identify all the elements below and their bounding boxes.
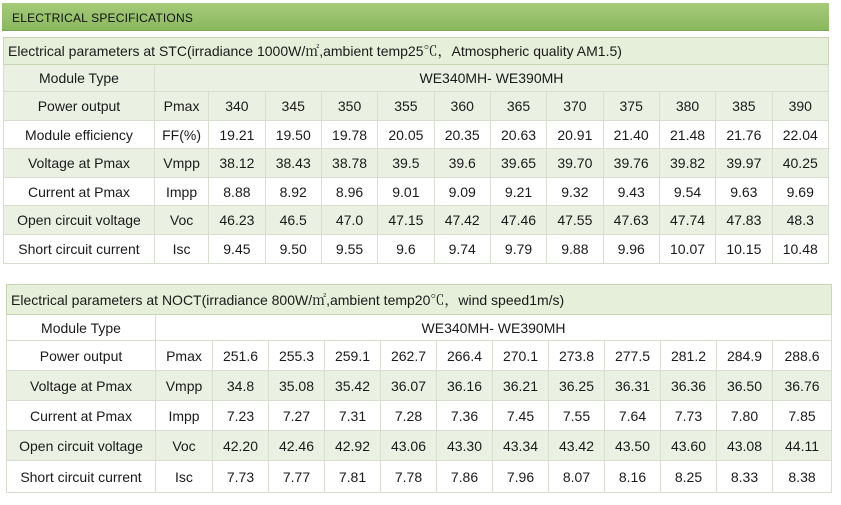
module-type-value: WE340MH- WE390MH — [156, 315, 832, 341]
value-cell: 46.5 — [265, 206, 321, 235]
parameter-symbol: Isc — [156, 461, 213, 493]
value-cell: 36.16 — [437, 371, 493, 401]
value-cell: 39.5 — [378, 149, 434, 178]
value-cell: 10.48 — [772, 235, 828, 264]
value-cell: 7.77 — [269, 461, 325, 493]
value-cell: 7.85 — [773, 401, 832, 431]
value-cell: 47.55 — [547, 206, 603, 235]
value-cell: 38.12 — [209, 149, 265, 178]
value-cell: 7.31 — [325, 401, 381, 431]
value-cell: 8.07 — [549, 461, 605, 493]
value-cell: 9.74 — [434, 235, 490, 264]
parameter-symbol: Vmpp — [156, 371, 213, 401]
table-row — [4, 178, 829, 206]
parameter-name: Short circuit current — [4, 235, 155, 264]
table-row — [7, 341, 832, 371]
parameter-name: Open circuit voltage — [4, 206, 155, 235]
value-cell: 39.82 — [659, 149, 715, 178]
value-cell: 8.38 — [773, 461, 832, 493]
value-cell: 47.0 — [321, 206, 377, 235]
value-cell: 39.70 — [547, 149, 603, 178]
table-title: Electrical parameters at STC(irradiance 1000W/㎡,ambient temp25℃，Atmospheric quality AM1.5) — [4, 38, 829, 65]
value-cell: 46.23 — [209, 206, 265, 235]
value-cell: 42.20 — [213, 431, 269, 461]
table-title: Electrical parameters at NOCT(irradiance 800W/㎡,ambient temp20℃，wind speed1m/s) — [7, 285, 832, 315]
value-cell: 36.36 — [661, 371, 717, 401]
value-cell: 36.76 — [773, 371, 832, 401]
parameter-name: Current at Pmax — [4, 178, 155, 206]
parameter-symbol: FF(%) — [154, 121, 208, 149]
module-type-label: Module Type — [7, 315, 156, 341]
module-type-label: Module Type — [4, 65, 155, 92]
value-cell: 370 — [547, 92, 603, 121]
value-cell: 385 — [716, 92, 772, 121]
value-cell: 35.08 — [269, 371, 325, 401]
value-cell: 8.92 — [265, 178, 321, 206]
value-cell: 39.97 — [716, 149, 772, 178]
value-cell: 47.15 — [378, 206, 434, 235]
value-cell: 355 — [378, 92, 434, 121]
value-cell: 266.4 — [437, 341, 493, 371]
value-cell: 38.78 — [321, 149, 377, 178]
value-cell: 7.80 — [717, 401, 773, 431]
value-cell: 20.91 — [547, 121, 603, 149]
parameter-name: Current at Pmax — [7, 401, 156, 431]
parameter-symbol: Vmpp — [154, 149, 208, 178]
value-cell: 288.6 — [773, 341, 832, 371]
value-cell: 7.28 — [381, 401, 437, 431]
value-cell: 47.74 — [659, 206, 715, 235]
table-row — [4, 149, 829, 178]
value-cell: 255.3 — [269, 341, 325, 371]
value-cell: 262.7 — [381, 341, 437, 371]
value-cell: 9.55 — [321, 235, 377, 264]
value-cell: 9.54 — [659, 178, 715, 206]
value-cell: 21.48 — [659, 121, 715, 149]
table-row — [7, 431, 832, 461]
parameter-name: Voltage at Pmax — [4, 149, 155, 178]
stc-table — [3, 37, 829, 264]
value-cell: 44.11 — [773, 431, 832, 461]
parameter-symbol: Voc — [156, 431, 213, 461]
value-cell: 365 — [490, 92, 546, 121]
value-cell: 47.83 — [716, 206, 772, 235]
value-cell: 19.78 — [321, 121, 377, 149]
parameter-symbol: Isc — [154, 235, 208, 264]
parameter-name: Power output — [7, 341, 156, 371]
parameter-name: Power output — [4, 92, 155, 121]
value-cell: 40.25 — [772, 149, 828, 178]
value-cell: 39.6 — [434, 149, 490, 178]
value-cell: 9.01 — [378, 178, 434, 206]
value-cell: 9.45 — [209, 235, 265, 264]
value-cell: 47.42 — [434, 206, 490, 235]
value-cell: 7.96 — [493, 461, 549, 493]
table-row — [4, 121, 829, 149]
value-cell: 7.23 — [213, 401, 269, 431]
value-cell: 340 — [209, 92, 265, 121]
value-cell: 36.25 — [549, 371, 605, 401]
value-cell: 36.21 — [493, 371, 549, 401]
parameter-name: Short circuit current — [7, 461, 156, 493]
value-cell: 345 — [265, 92, 321, 121]
value-cell: 8.96 — [321, 178, 377, 206]
value-cell: 43.08 — [717, 431, 773, 461]
parameter-symbol: Impp — [154, 178, 208, 206]
value-cell: 7.73 — [213, 461, 269, 493]
value-cell: 380 — [659, 92, 715, 121]
module-type-row — [7, 315, 832, 341]
value-cell: 42.92 — [325, 431, 381, 461]
value-cell: 38.43 — [265, 149, 321, 178]
value-cell: 8.33 — [717, 461, 773, 493]
value-cell: 7.81 — [325, 461, 381, 493]
parameter-symbol: Pmax — [154, 92, 208, 121]
module-type-row — [4, 65, 829, 92]
table-row — [7, 461, 832, 493]
value-cell: 43.34 — [493, 431, 549, 461]
value-cell: 10.07 — [659, 235, 715, 264]
value-cell: 270.1 — [493, 341, 549, 371]
table-row — [4, 235, 829, 264]
value-cell: 48.3 — [772, 206, 828, 235]
noct-table — [6, 284, 832, 493]
value-cell: 9.69 — [772, 178, 828, 206]
value-cell: 273.8 — [549, 341, 605, 371]
value-cell: 47.46 — [490, 206, 546, 235]
value-cell: 9.43 — [603, 178, 659, 206]
value-cell: 35.42 — [325, 371, 381, 401]
value-cell: 390 — [772, 92, 828, 121]
parameter-name: Voltage at Pmax — [7, 371, 156, 401]
value-cell: 9.09 — [434, 178, 490, 206]
section-header — [2, 3, 829, 31]
value-cell: 9.63 — [716, 178, 772, 206]
value-cell: 43.60 — [661, 431, 717, 461]
value-cell: 7.78 — [381, 461, 437, 493]
value-cell: 7.73 — [661, 401, 717, 431]
value-cell: 375 — [603, 92, 659, 121]
value-cell: 43.30 — [437, 431, 493, 461]
value-cell: 9.88 — [547, 235, 603, 264]
table-row — [4, 206, 829, 235]
value-cell: 7.55 — [549, 401, 605, 431]
value-cell: 7.86 — [437, 461, 493, 493]
value-cell: 36.31 — [605, 371, 661, 401]
table-row — [7, 371, 832, 401]
value-cell: 7.45 — [493, 401, 549, 431]
value-cell: 42.46 — [269, 431, 325, 461]
value-cell: 9.96 — [603, 235, 659, 264]
value-cell: 9.50 — [265, 235, 321, 264]
value-cell: 22.04 — [772, 121, 828, 149]
value-cell: 251.6 — [213, 341, 269, 371]
value-cell: 360 — [434, 92, 490, 121]
value-cell: 43.50 — [605, 431, 661, 461]
value-cell: 20.35 — [434, 121, 490, 149]
value-cell: 281.2 — [661, 341, 717, 371]
value-cell: 34.8 — [213, 371, 269, 401]
value-cell: 20.05 — [378, 121, 434, 149]
parameter-symbol: Impp — [156, 401, 213, 431]
value-cell: 10.15 — [716, 235, 772, 264]
value-cell: 47.63 — [603, 206, 659, 235]
module-type-value: WE340MH- WE390MH — [154, 65, 828, 92]
value-cell: 9.21 — [490, 178, 546, 206]
value-cell: 284.9 — [717, 341, 773, 371]
value-cell: 19.50 — [265, 121, 321, 149]
value-cell: 8.25 — [661, 461, 717, 493]
value-cell: 277.5 — [605, 341, 661, 371]
parameter-symbol: Pmax — [156, 341, 213, 371]
value-cell: 36.07 — [381, 371, 437, 401]
value-cell: 36.50 — [717, 371, 773, 401]
value-cell: 8.16 — [605, 461, 661, 493]
parameter-name: Open circuit voltage — [7, 431, 156, 461]
value-cell: 7.36 — [437, 401, 493, 431]
parameter-name: Module efficiency — [4, 121, 155, 149]
value-cell: 7.27 — [269, 401, 325, 431]
value-cell: 43.42 — [549, 431, 605, 461]
value-cell: 9.79 — [490, 235, 546, 264]
value-cell: 350 — [321, 92, 377, 121]
value-cell: 19.21 — [209, 121, 265, 149]
value-cell: 39.76 — [603, 149, 659, 178]
value-cell: 259.1 — [325, 341, 381, 371]
value-cell: 9.32 — [547, 178, 603, 206]
value-cell: 39.65 — [490, 149, 546, 178]
table-row — [7, 401, 832, 431]
value-cell: 8.88 — [209, 178, 265, 206]
value-cell: 20.63 — [490, 121, 546, 149]
parameter-symbol: Voc — [154, 206, 208, 235]
value-cell: 7.64 — [605, 401, 661, 431]
value-cell: 21.40 — [603, 121, 659, 149]
value-cell: 21.76 — [716, 121, 772, 149]
table-row — [4, 92, 829, 121]
value-cell: 43.06 — [381, 431, 437, 461]
section-title: ELECTRICAL SPECIFICATIONS — [12, 11, 194, 25]
value-cell: 9.6 — [378, 235, 434, 264]
